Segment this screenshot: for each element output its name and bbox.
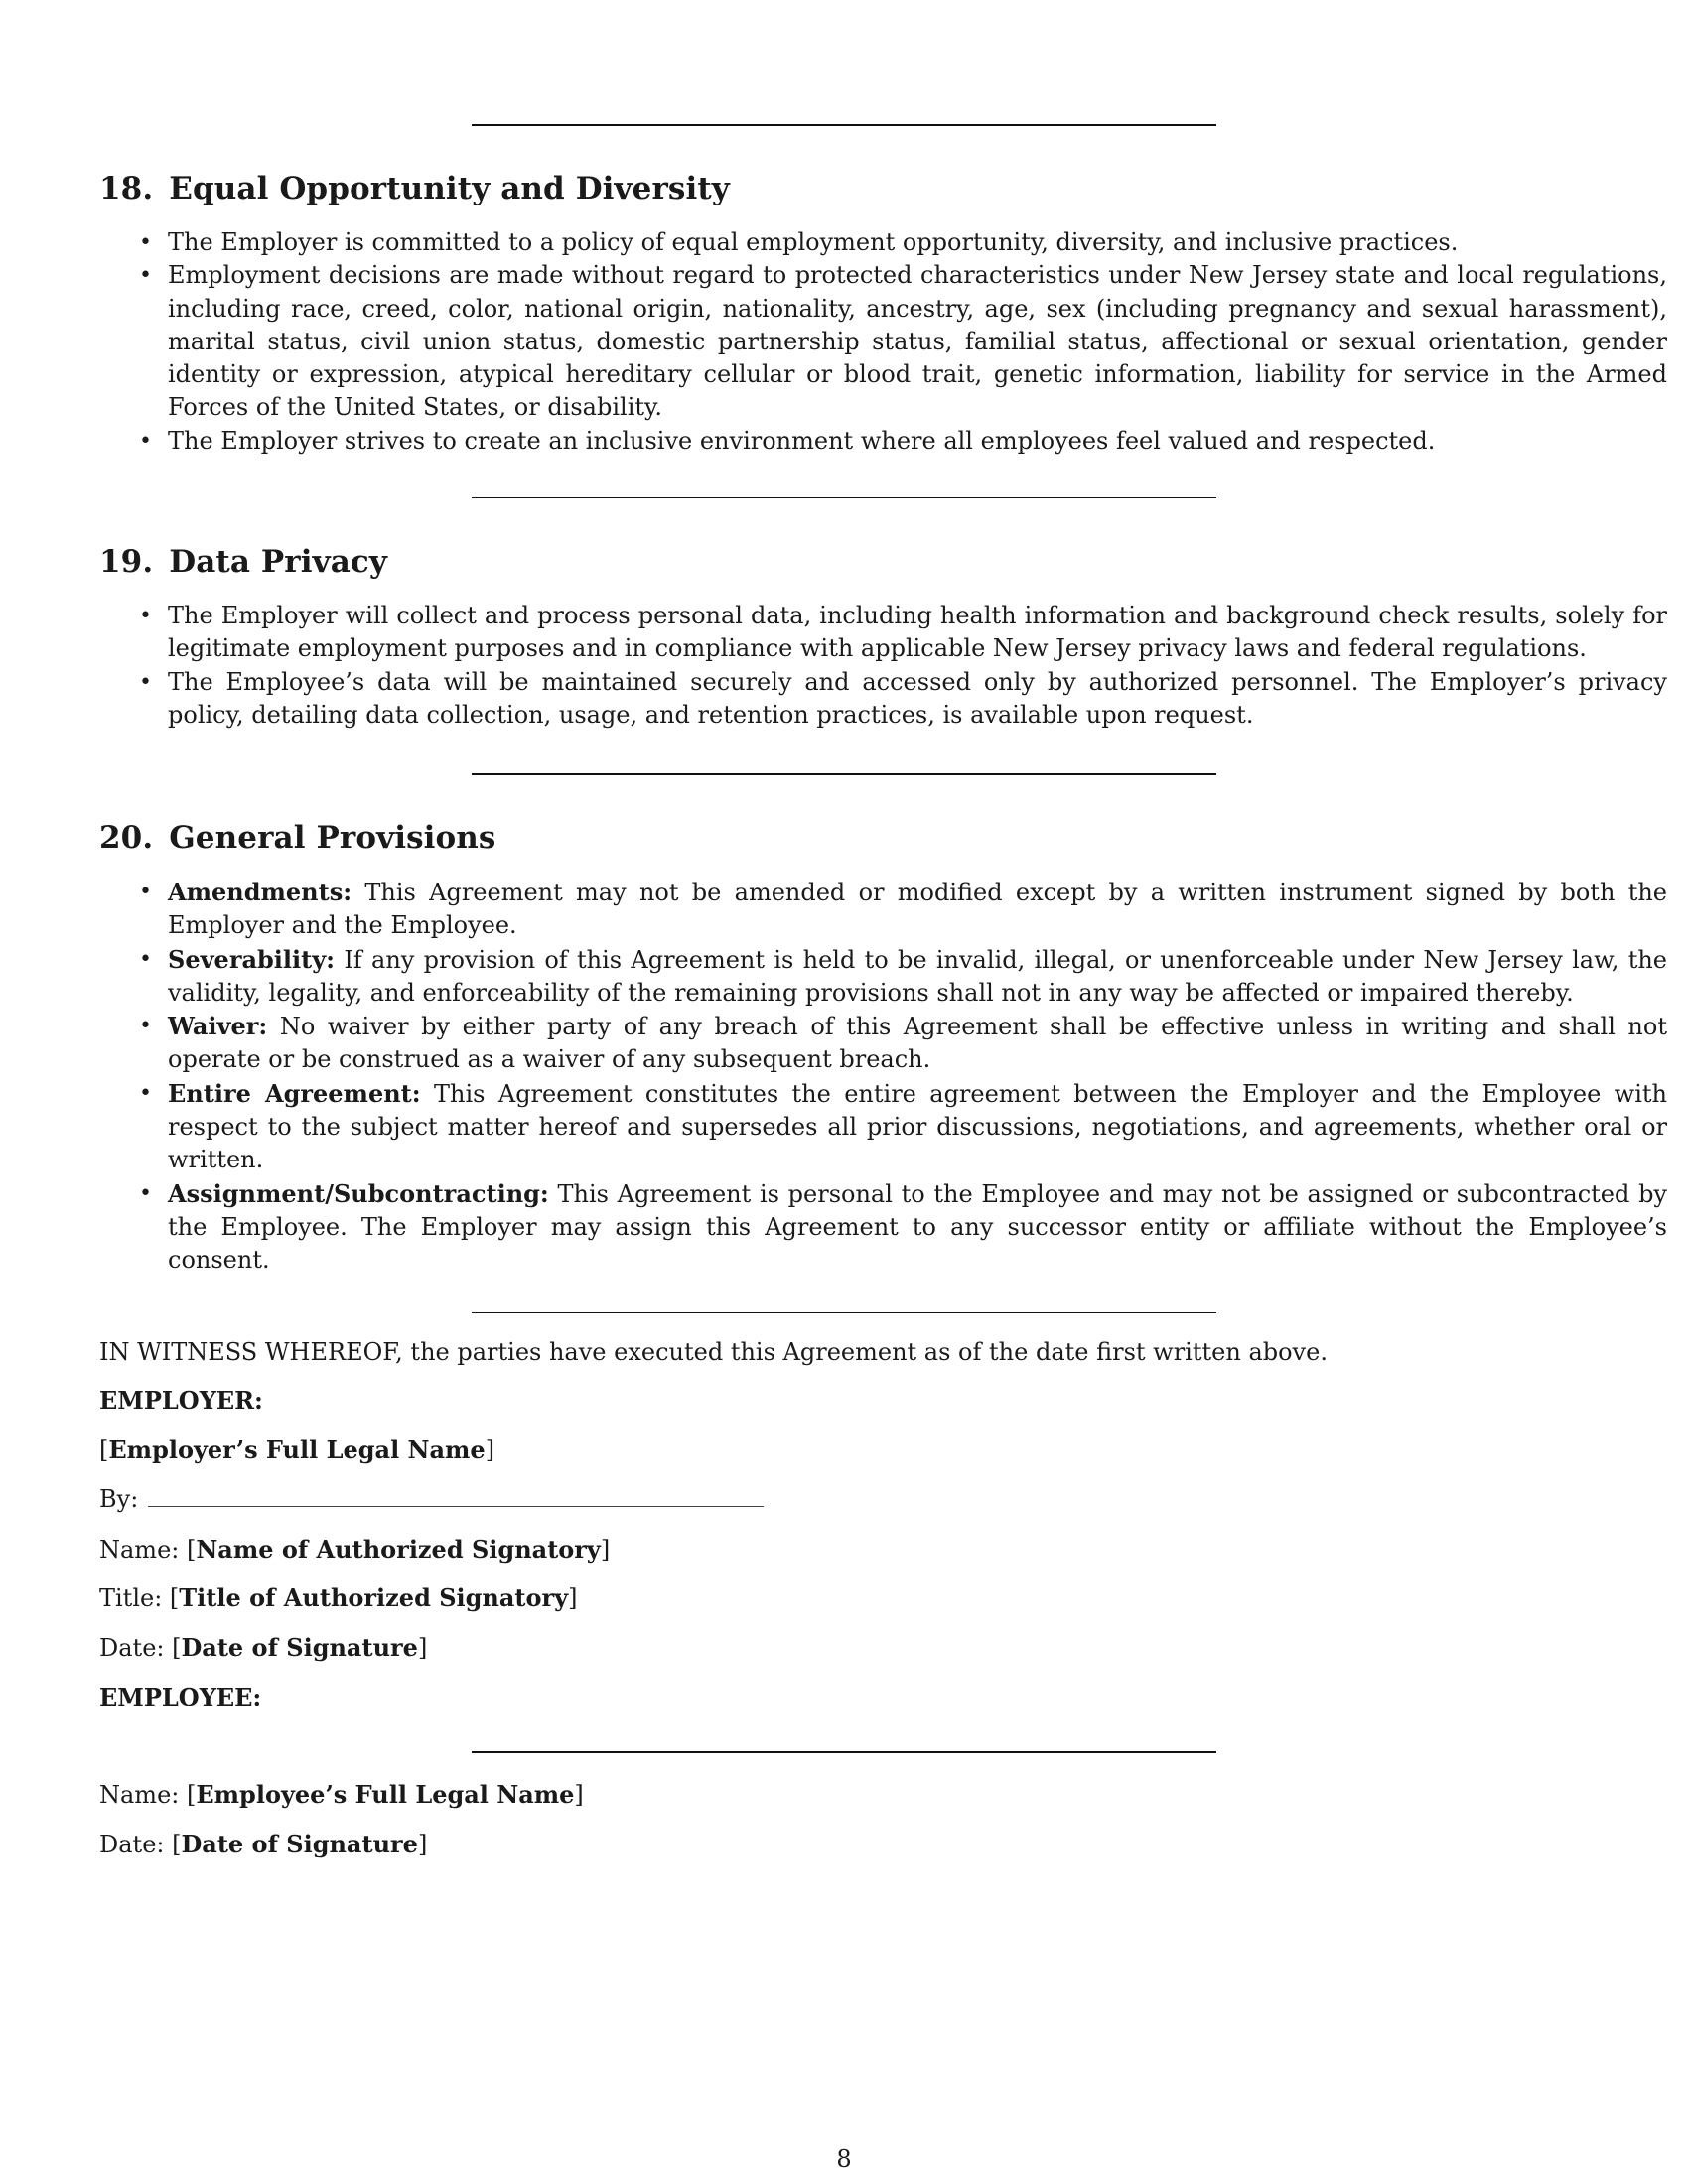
employer-legal-name-value: Employer’s Full Legal Name <box>108 1435 486 1464</box>
list-item: • The Employer strives to create an inclusive environment where all employees feel valued and respected. <box>168 425 1667 458</box>
section-divider <box>472 497 1216 498</box>
employer-signature-line <box>99 1485 764 1513</box>
section-number: 19. <box>99 544 154 580</box>
section-18-heading <box>99 171 730 206</box>
section-title: Data Privacy <box>169 544 388 580</box>
section-divider <box>472 773 1216 775</box>
title-value: Title of Authorized Signatory <box>179 1583 569 1612</box>
item-label: Severability: <box>168 944 336 974</box>
list-item <box>168 943 1667 1011</box>
section-divider <box>472 124 1216 126</box>
item-label: Waiver: <box>168 1012 268 1041</box>
section-number: 20. <box>99 820 154 856</box>
section-20-heading <box>99 820 496 856</box>
list-item: • The Employee’s data will be maintained securely and accessed only by authorized personnel. The Employer’s privacy policy, detailing data collection, usage, and retention practices, is available upon request. <box>168 666 1667 733</box>
employer-signature-date: Date: [Date of Signature] <box>99 1633 428 1662</box>
section-title: Equal Opportunity and Diversity <box>169 171 730 206</box>
date-label: Date: <box>99 1831 165 1858</box>
section-20-list <box>99 876 1667 1278</box>
title-label: Title: <box>99 1584 163 1612</box>
name-label: Name: <box>99 1781 180 1809</box>
date-value: Date of Signature <box>181 1633 418 1662</box>
employee-signature-date: Date: [Date of Signature] <box>99 1830 428 1858</box>
item-label: Amendments: <box>168 878 352 906</box>
item-text: This Agreement is personal to the Employee and may not be assigned or subcontracted by the Employee. The Employer may assign this Agreement to any successor entity or affiliate without the Employee’s consent. <box>168 1179 1667 1275</box>
date-label: Date: <box>99 1634 165 1662</box>
employee-name: Name: [Employee’s Full Legal Name] <box>99 1780 584 1809</box>
witness-statement: IN WITNESS WHEREOF, the parties have executed this Agreement as of the date first written above. <box>99 1338 1328 1366</box>
item-label: Entire Agreement: <box>168 1078 421 1108</box>
name-value: Employee’s Full Legal Name <box>196 1780 575 1809</box>
list-item <box>168 876 1667 943</box>
list-item <box>168 1010 1667 1077</box>
employer-signatory-name: Name: [Name of Authorized Signatory] <box>99 1535 611 1564</box>
document-page <box>99 0 1667 2184</box>
list-item <box>168 1077 1667 1177</box>
by-label: By: <box>99 1485 139 1513</box>
list-item: • The Employer is committed to a policy of equal employment opportunity, diversity, and inclusive practices. <box>168 226 1667 259</box>
employer-heading: EMPLOYER: <box>99 1386 263 1415</box>
page-number: 8 <box>836 2145 852 2173</box>
section-19-heading <box>99 544 387 580</box>
section-number: 18. <box>99 171 154 206</box>
employer-signatory-title: Title: [Title of Authorized Signatory] <box>99 1583 578 1612</box>
list-item: • The Employer will collect and process personal data, including health information and background check results, solely for legitimate employment purposes and in compliance with applicable New Jersey privacy laws and federal regulations. <box>168 600 1667 666</box>
section-18-list <box>99 226 1667 458</box>
item-text: No waiver by either party of any breach of this Agreement shall be effective unless in writing and shall not operate or be construed as a waiver of any subsequent breach. <box>168 1013 1667 1074</box>
item-text: This Agreement may not be amended or modified except by a written instrument signed by both the Employer and the Employee. <box>168 879 1667 940</box>
item-text: This Agreement constitutes the entire agreement between the Employer and the Employee with respect to the subject matter hereof and supersedes all prior discussions, negotiations, and agreements, whether oral or written. <box>168 1079 1667 1174</box>
list-item <box>168 1177 1667 1278</box>
item-text: If any provision of this Agreement is held to be invalid, illegal, or unenforceable under New Jersey law, the validity, legality, and enforceability of the remaining provisions shall not in any way be affected or impaired thereby. <box>168 945 1667 1007</box>
list-item: • Employment decisions are made without regard to protected characteristics under New Jersey state and local regulations, including race, creed, color, national origin, nationality, ancestry, age, sex (including pregnancy and sexual harassment), marital status, civil union status, domestic partnership status, familial status, affectional or sexual orientation, gender identity or expression, atypical hereditary cellular or blood trait, genetic information, liability for service in the Armed Forces of the United States, or disability. <box>168 259 1667 424</box>
name-value: Name of Authorized Signatory <box>196 1535 601 1564</box>
employee-signature-rule <box>472 1751 1216 1753</box>
section-divider <box>472 1312 1216 1313</box>
signature-field[interactable] <box>148 1486 764 1507</box>
item-label: Assignment/Subcontracting: <box>168 1178 549 1208</box>
name-label: Name: <box>99 1536 180 1564</box>
section-19-list <box>99 600 1667 732</box>
section-title: General Provisions <box>169 820 496 856</box>
employer-legal-name: [Employer’s Full Legal Name] <box>99 1435 495 1464</box>
employee-heading: EMPLOYEE: <box>99 1683 262 1711</box>
date-value: Date of Signature <box>181 1830 418 1858</box>
